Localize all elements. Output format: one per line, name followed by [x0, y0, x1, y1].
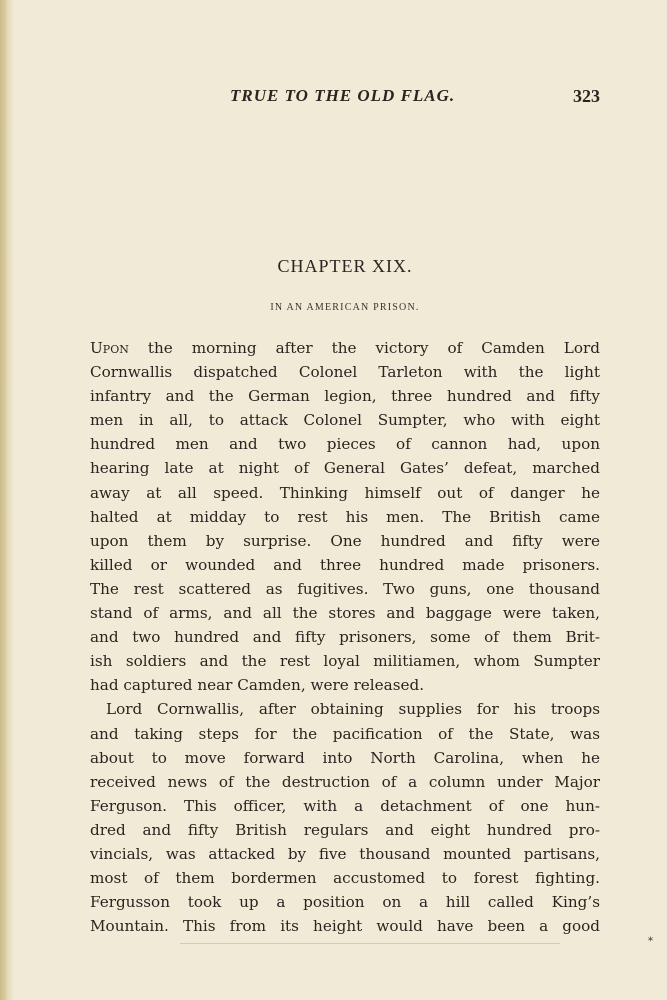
- text-line: Lord Cornwallis, after obtaining supplies for his troops: [106, 700, 600, 719]
- chapter-title: CHAPTER XIX.: [277, 256, 413, 276]
- body-text: [90, 336, 600, 938]
- text-line: about to move forward into North Carolina, when he: [90, 748, 600, 767]
- text-line: vincials, was attacked by five thousand mounted partisans,: [90, 844, 600, 863]
- text-line: halted at midday to rest his men. The British came: [90, 507, 600, 526]
- text-line: men in all, to attack Colonel Sumpter, who with eight: [90, 411, 600, 430]
- text-line: Fergusson took up a position on a hill called King’s: [90, 893, 600, 912]
- text-line: Upon the morning after the victory of Camden Lord: [90, 339, 600, 357]
- text-line: and taking steps for the pacification of the State, was: [90, 724, 600, 743]
- page-number: 323: [573, 86, 600, 106]
- page-spine-shadow: [0, 0, 14, 1000]
- text-line: received news of the destruction of a column under Major: [90, 772, 600, 791]
- text-line: upon them by surprise. One hundred and fifty were: [90, 531, 600, 550]
- running-header: [90, 86, 600, 112]
- text-line: stand of arms, and all the stores and baggage were taken,: [90, 604, 600, 623]
- text-line: killed or wounded and three hundred made prisoners.: [90, 555, 600, 574]
- text-line: Mountain. This from its height would have been a good: [90, 917, 600, 936]
- text-line: The rest scattered as fugitives. Two guns, one thousand: [90, 579, 600, 598]
- text-line: most of them bordermen accustomed to forest fighting.: [90, 869, 600, 888]
- text-line: away at all speed. Thinking himself out of danger he: [90, 483, 600, 502]
- text-line: ish soldiers and the rest loyal militiamen, whom Sumpter: [90, 652, 600, 671]
- running-title: TRUE TO THE OLD FLAG.: [230, 86, 456, 105]
- text-line: hundred men and two pieces of cannon had, upon: [90, 435, 600, 454]
- chapter-subtitle: IN AN AMERICAN PRISON.: [270, 302, 420, 313]
- text-line: infantry and the German legion, three hundred and fifty: [90, 387, 600, 406]
- text-line: hearing late at night of General Gates’ defeat, marched: [90, 459, 600, 478]
- footer-mark: *: [648, 936, 653, 947]
- text-line: dred and fifty British regulars and eight hundred pro-: [90, 820, 600, 839]
- text-line: Ferguson. This officer, with a detachment of one hun-: [90, 796, 600, 815]
- bottom-faint-rule: [180, 943, 560, 944]
- text-line: had captured near Camden, were released.: [90, 676, 425, 695]
- page-gutter-line: [4, 0, 6, 1000]
- text-line: Cornwallis dispatched Colonel Tarleton with the light: [90, 363, 600, 382]
- text-line: and two hundred and fifty prisoners, some of them Brit-: [90, 628, 600, 647]
